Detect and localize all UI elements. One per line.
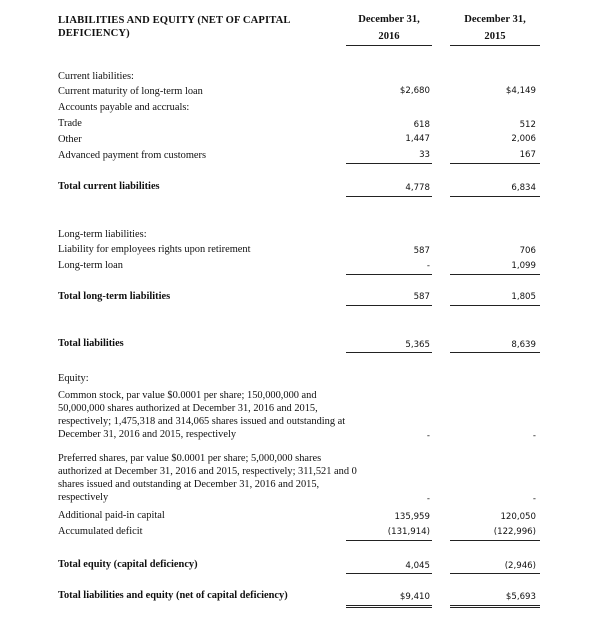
value-2015: 706 [519,246,536,256]
underline [346,163,432,164]
row-label: Advanced payment from customers [58,150,207,161]
underline [346,540,432,541]
row-label: Liability for employees rights upon retirement [58,244,251,255]
column-header-2016-label: December 31, [358,14,420,25]
total-liabilities-equity-2016: $9,410 [399,592,430,602]
preferred-shares-2016: - [426,494,430,504]
total-liabilities-label: Total liabilities [58,338,124,349]
total-current-2016: 4,778 [405,183,430,193]
total-long-term-2015: 1,805 [511,292,536,302]
current-liabilities-heading: Current liabilities: [58,71,134,82]
apic-2015: 120,050 [500,512,536,522]
common-stock-description: Common stock, par value $0.0001 per share; 150,000,000 and 50,000,000 shares authorized at December 31, 2016 and 2015, respectively; 1,475,318 and 314,065 shares issued and outstanding at December 31, 2016 and 2015, respectively [58,390,346,440]
column-header-2016-year: 2016 [378,31,400,42]
value-2016: $2,680 [399,86,430,96]
underline [450,274,540,275]
value-2015: 1,099 [511,261,536,271]
apic-2016: 135,959 [394,512,430,522]
row-label: Current maturity of long-term loan [58,86,203,97]
underline [346,274,432,275]
value-2015: 2,006 [511,134,536,144]
equity-heading: Equity: [58,373,89,384]
total-liabilities-equity-label: Total liabilities and equity (net of capital deficiency) [58,590,288,601]
underline [346,196,432,197]
double-underline [450,605,540,606]
column-header-2016 [346,11,432,45]
column-header-2015-year: 2015 [484,31,506,42]
total-long-term-2016: 587 [413,292,430,302]
total-liabilities-2015: 8,639 [511,340,536,350]
total-liabilities-2016: 5,365 [405,340,430,350]
value-2016: 618 [413,120,430,130]
row-label: Other [58,134,82,145]
accumulated-deficit-2015: (122,996) [493,527,536,537]
underline [450,352,540,353]
accumulated-deficit-label: Accumulated deficit [58,526,143,537]
double-underline [346,605,432,606]
total-current-2015: 6,834 [511,183,536,193]
underline [346,305,432,306]
long-term-liabilities-heading: Long-term liabilities: [58,229,147,240]
row-label: Long-term loan [58,260,123,271]
accumulated-deficit-2016: (131,914) [387,527,430,537]
underline [450,540,540,541]
total-current-liabilities-label: Total current liabilities [58,181,160,192]
underline [346,352,432,353]
common-stock-2016: - [426,431,430,441]
value-2016: 1,447 [405,134,430,144]
column-header-2015-label: December 31, [464,14,526,25]
row-label: Trade [58,118,82,129]
total-long-term-liabilities-label: Total long-term liabilities [58,291,171,302]
total-liabilities-equity-2015: $5,693 [505,592,536,602]
underline [450,196,540,197]
double-underline [450,607,540,608]
apic-label: Additional paid-in capital [58,510,165,521]
value-2015: 512 [519,120,536,130]
double-underline [346,607,432,608]
value-2015: $4,149 [505,86,536,96]
underline [450,305,540,306]
total-equity-2016: 4,045 [405,561,430,571]
preferred-shares-2015: - [532,494,536,504]
value-2016: 33 [419,150,430,160]
table-title-line1: LIABILITIES AND EQUITY (NET OF CAPITAL [58,15,291,26]
value-2016: 587 [413,246,430,256]
table-title [58,14,291,40]
value-2015: 167 [519,150,536,160]
underline [450,163,540,164]
underline [450,573,540,574]
total-equity-2015: (2,946) [504,561,536,571]
row-label: Accounts payable and accruals: [58,102,190,113]
table-title-line2: DEFICIENCY) [58,28,130,39]
value-2016: - [426,261,430,271]
underline [346,573,432,574]
common-stock-2015: - [532,431,536,441]
total-equity-label: Total equity (capital deficiency) [58,559,198,570]
column-header-2015 [450,11,540,45]
preferred-shares-description: Preferred shares, par value $0.0001 per share; 5,000,000 shares authorized at December 31, 2016 and 2015, respectively; 311,521 and 0 shares issued and outstanding at December 31, 2016 and 2015, respectively [58,453,357,503]
